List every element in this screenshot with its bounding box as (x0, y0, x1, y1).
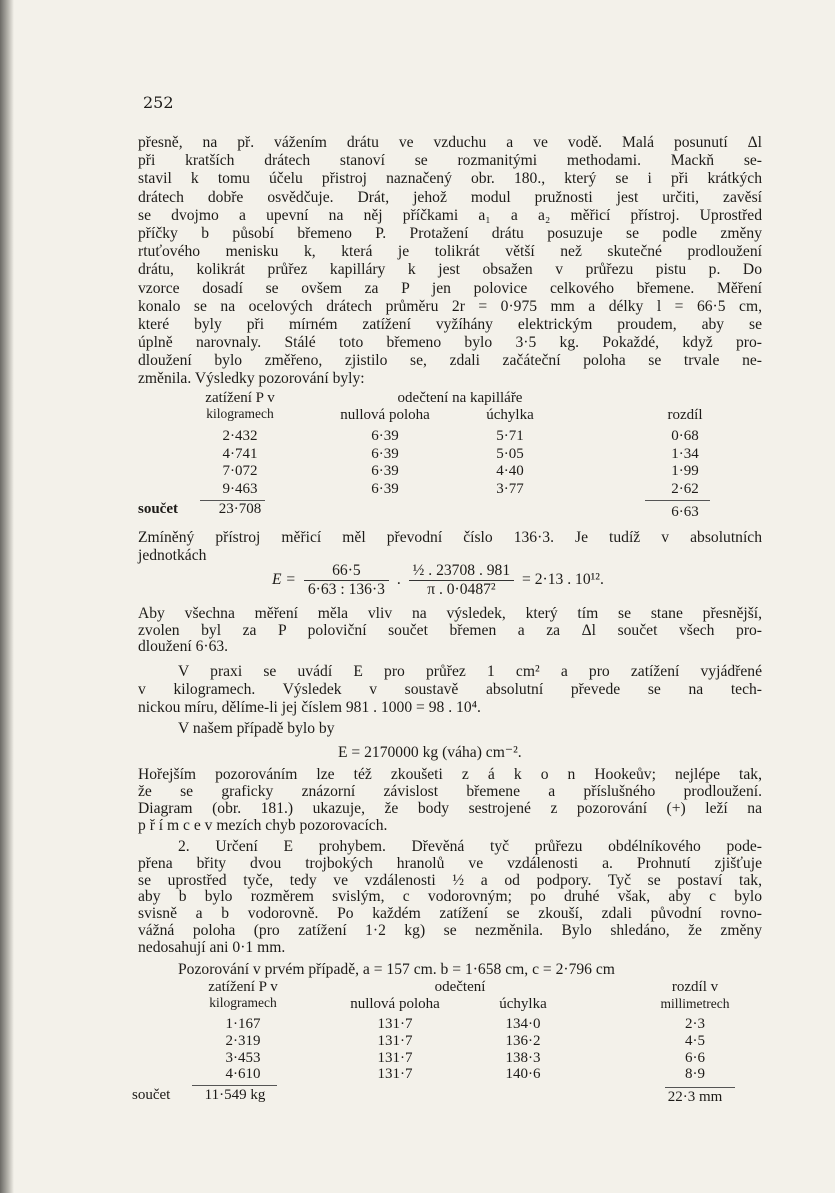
cell-zero: 6·39 (371, 428, 399, 444)
paragraph-6 (138, 766, 762, 834)
cell-diff: 2·3 (685, 1016, 705, 1032)
text-line: vážná poloha (pro zatížení 1·2 kg) se nezměnila. Bylo shledáno, že změny (138, 921, 762, 939)
text-line: Diagram (obr. 181.) ukazuje, že body sestrojené z pozorování (+) leží na (138, 800, 762, 817)
cell-diff: 2·62 (671, 480, 699, 497)
sum-load: 23·708 (218, 501, 262, 517)
text-line: stavil k tomu účelu přistroj naznačený obr. 180., který se i při krátkých (138, 170, 762, 188)
sum-rule-diff (645, 500, 710, 501)
text-line: aby b bylo rozměrem svislým, c vodorovným; po druhé však, aby c bylo (138, 888, 762, 906)
header-deflection: úchylka (486, 407, 534, 423)
cell-deflection: 140·6 (505, 1066, 541, 1083)
cell-load: 9·463 (222, 480, 258, 497)
paragraph-5 (138, 720, 762, 738)
text-line: dloužení 6·63. (138, 638, 229, 655)
text-line: při kratších drátech stanoví se rozmanitými methodami. Mackň se- (138, 152, 762, 170)
header-load-unit: kilogramech (206, 406, 274, 421)
header-load-unit: kilogramech (209, 995, 277, 1010)
cell-zero: 6·39 (371, 463, 399, 479)
cell-deflection: 4·40 (496, 463, 524, 479)
header-zero: nullová poloha (340, 407, 430, 423)
cell-zero: 131·7 (377, 1049, 413, 1066)
paragraph-7 (138, 839, 762, 957)
text-line: rtuťového menisku k, která je tolikrát větší než skutečné prodloužení (138, 243, 762, 261)
text-line: dloužení bylo změřeno, zjistilo se, zdali začáteční poloha se trvale ne- (138, 352, 762, 370)
text-line: vzorce dosadí se ovšem za P jen polovice celkového břemene. Měření (138, 279, 762, 297)
fraction-1: $\frac{66\cdot 5}{6\cdot 63 : 136\cdot 3}$ (304, 562, 389, 599)
text-line: 2. Určení E prohybem. Dřevěná tyč průřezu obdélníkového pode- (178, 838, 762, 855)
formula-E: E = $\frac{66\cdot 5}{6\cdot 63 : 136\cdot 3}$ . $\frac{\text{½ . 23708 . 981}}{\text{π . 0·0487²}}$ = 2·13 . 10¹². (272, 562, 604, 598)
cell-zero: 6·39 (371, 480, 399, 497)
text-line: přesně, na př. vážením drátu ve vzduchu a ve vodě. Malá posunutí Δl (138, 134, 762, 151)
formula-E-technical: E = 2170000 kg (váha) cm⁻². (338, 744, 522, 761)
header-reading-group: odečtení na kapilláře (397, 390, 523, 406)
text-line: drátech dobře osvědčuje. Drát, jehož modul pružnosti jest určiti, zavěsí (138, 188, 762, 206)
cell-diff: 1·99 (671, 463, 699, 479)
text-line: konalo se na ocelových drátech průměru 2r = 0·975 mm a délky l = 66·5 cm, (138, 297, 762, 315)
paragraph-8 (138, 961, 762, 979)
text-line: příčky b působí břemeno P. Protažení drátu posuzuje se podle změny (138, 224, 762, 242)
paragraph-3 (138, 606, 762, 656)
header-load: zatížení P v (208, 979, 278, 995)
cell-load: 4·610 (225, 1066, 261, 1083)
text-line: zvolen byl za P poloviční součet břemen a za Δl součet všech pro- (138, 621, 762, 639)
header-deflection: úchylka (499, 996, 547, 1012)
paragraph-4 (138, 663, 762, 718)
sum-load: 11·549 kg (204, 1087, 266, 1103)
cell-load: 2·319 (225, 1032, 261, 1049)
formula-lhs: E = (272, 571, 296, 589)
cell-load: 2·432 (222, 428, 258, 444)
text-line: svisně a b vodorovně. Po každém zatížení se zkouší, zdali původní rovno- (138, 905, 762, 923)
text-line: které byly při mírném zatížení vyžíhány elektrickým proudem, aby se (138, 315, 762, 333)
text-line: v kilogramech. Výsledek v soustavě absolutní převede se na tech- (138, 681, 762, 699)
paragraph-2 (138, 529, 762, 565)
text-line: nickou míru, dělíme-li jej číslem 981 . 1000 = 98 . 10⁴. (138, 699, 481, 717)
cell-deflection: 5·05 (496, 445, 524, 462)
page-number: 252 (143, 93, 174, 112)
header-zero: nullová poloha (350, 996, 440, 1012)
text-line: drátu, kolikrát průřez kapilláry k jest obsažen v průřezu pistu p. Do (138, 261, 762, 279)
formula-rhs: = 2·13 . 10¹². (522, 571, 604, 589)
cell-zero: 131·7 (377, 1016, 413, 1032)
text-line: úplně narovnaly. Stálé toto břemeno bylo 3·5 kg. Pokaždé, když pro- (138, 334, 762, 352)
text-line: se uprostřed tyče, tedy ve vzdálenosti ½ a od podpory. Tyč se postaví tak, (138, 871, 762, 889)
header-load: zatížení P v (205, 390, 275, 406)
cell-diff: 6·6 (685, 1049, 705, 1066)
text-line: Hořejším pozorováním lze též zkoušeti z á k o n Hookeův; nejlépe tak, (138, 766, 762, 783)
text-line: Pozorování v prvém případě, a = 157 cm. b = 1·658 cm, c = 2·796 cm (178, 961, 615, 978)
text-line: Aby všechna měření měla vliv na výsledek, který tím se stane přesnější, (138, 605, 762, 622)
header-diff: rozdíl (667, 407, 703, 423)
cell-deflection: 134·0 (505, 1016, 541, 1032)
text-line: nedosahují ani 0·1 mm. (138, 938, 286, 956)
cell-zero: 131·7 (377, 1032, 413, 1049)
sum-diff: 6·63 (671, 504, 699, 520)
cell-deflection: 5·71 (496, 428, 524, 444)
cell-diff: 0·68 (671, 428, 699, 444)
cell-deflection: 136·2 (505, 1032, 541, 1049)
text-line: že se graficky znázorní závislost břemene a příslušného prodloužení. (138, 783, 762, 800)
cell-deflection: 138·3 (505, 1049, 541, 1066)
sum-diff: 22·3 mm (667, 1089, 723, 1105)
sum-rule-load (192, 1085, 277, 1086)
cell-load: 3·453 (225, 1049, 261, 1066)
cell-load: 4·741 (222, 445, 258, 462)
text-line: Zmíněný přístroj měřicí měl převodní číslo 136·3. Je tudíž v absolutních (138, 529, 762, 546)
text-line: přena břity dvou trojbokých hranolů ve vzdálenosti a. Prohnutí zjišťuje (138, 854, 762, 872)
sum-rule-diff (665, 1087, 735, 1088)
text-line: jednotkách (138, 547, 207, 565)
sum-label: součet (132, 1087, 171, 1103)
header-reading-group: odečtení (434, 979, 486, 995)
text-line: změnila. Výsledky pozorování byly: (138, 370, 365, 388)
header-diff-unit: millimetrech (660, 996, 730, 1011)
scan-edge-shadow (0, 0, 14, 1193)
fraction-2: $\frac{\text{½ . 23708 . 981}}{\text{π . 0·0487²}}$ (409, 562, 514, 599)
cell-zero: 6·39 (371, 445, 399, 462)
text-line: p ř í m c e v mezích chyb pozorovacích. (138, 817, 388, 834)
cell-zero: 131·7 (377, 1066, 413, 1083)
text-line: V praxi se uvádí E pro průřez 1 cm² a pro zatížení vyjádřené (178, 663, 762, 680)
text-line: V našem případě bylo by (178, 720, 335, 737)
paragraph-1 (138, 134, 762, 389)
cell-deflection: 3·77 (496, 480, 524, 497)
text-line: se dvojmo a upevní na něj příčkami a₁ a a₂ měřicí přístroj. Uprostřed (138, 206, 762, 224)
cell-load: 7·072 (222, 463, 258, 479)
header-diff: rozdíl v (671, 979, 719, 995)
cell-diff: 8·9 (685, 1066, 705, 1083)
cell-diff: 4·5 (685, 1032, 705, 1049)
cell-diff: 1·34 (671, 445, 699, 462)
sum-label: součet (138, 501, 178, 517)
cell-load: 1·167 (225, 1016, 261, 1032)
